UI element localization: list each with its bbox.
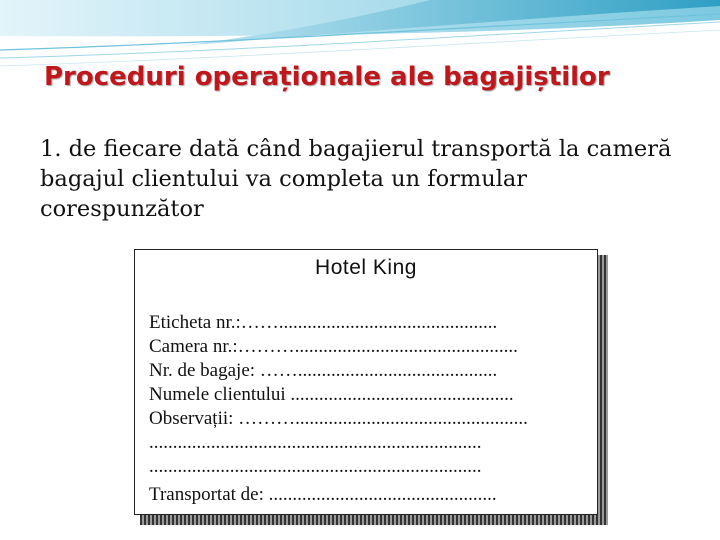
procedure-paragraph: 1. de fiecare dată când bagajierul transportă la cameră bagajul clientului va completa un formular corespunzător — [40, 136, 672, 222]
slide-title: Proceduri operaționale ale bagajiștilor — [44, 62, 610, 92]
form-line-blank-2: ...................................................................... — [149, 456, 482, 477]
baggage-form — [134, 249, 598, 515]
form-line-room-number: Camera nr.:………............................................... — [149, 336, 518, 357]
form-line-observations: Observații: ………................................................. — [149, 408, 528, 429]
form-line-baggage-count: Nr. de bagaje: …….......................................... — [149, 360, 498, 381]
form-title: Hotel King — [315, 256, 417, 279]
form-line-carried-by: Transportat de: ................................................ — [149, 484, 497, 505]
decorative-header-swoosh — [0, 0, 720, 110]
form-line-blank-1: ...................................................................... — [149, 432, 482, 453]
form-line-tag-number: Eticheta nr.:…….............................................. — [149, 312, 498, 333]
form-line-client-name: Numele clientului ............................................... — [149, 384, 514, 405]
